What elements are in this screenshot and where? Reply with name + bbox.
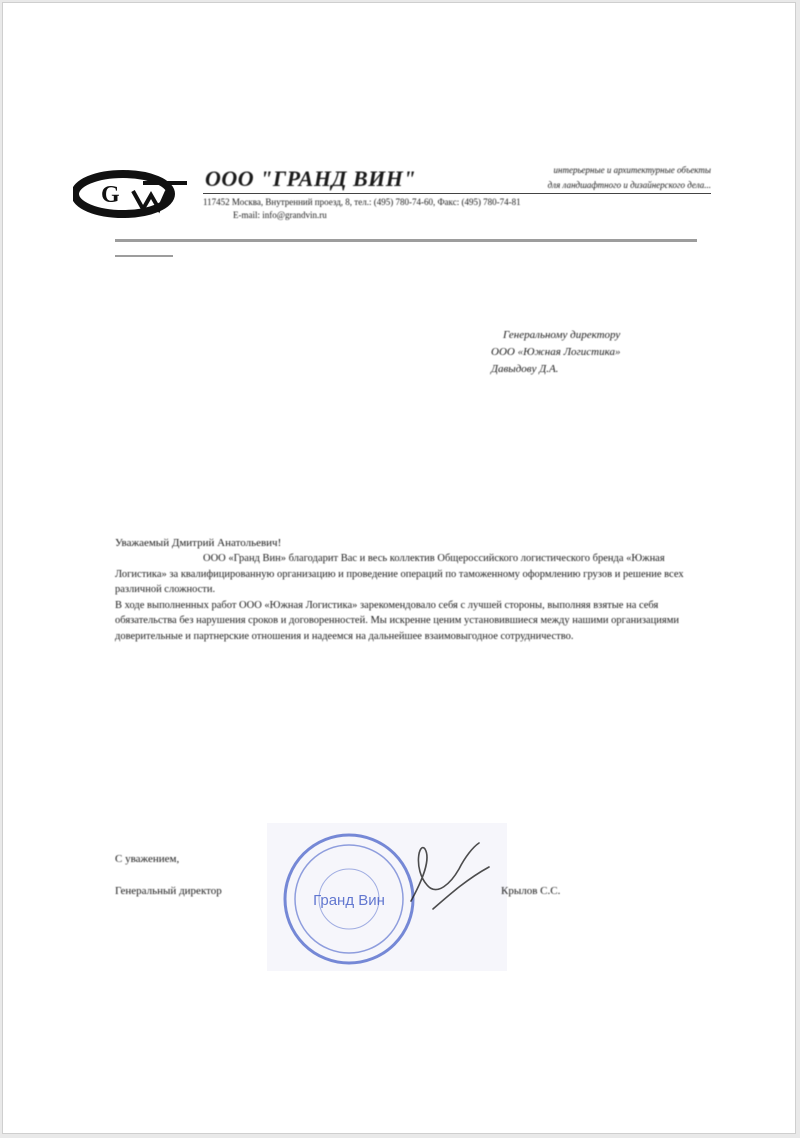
company-logo — [73, 169, 188, 219]
company-email: E-mail: info@grandvin.ru — [233, 210, 327, 220]
letter-paragraph-1: ООО «Гранд Вин» благодарит Вас и весь коллектив Общероссийского логистического бренда «Южная Логистика» за квалифицированную организацию и проведение операций по таможенному оформлению грузов и решение всех различной сложности. — [115, 553, 684, 595]
company-address: 117452 Москва, Внутренний проезд, 8, тел.: (495) 780-74-60, Факс: (495) 780-74-81 — [203, 197, 521, 207]
company-description-line1: интерьерные и архитектурные объекты — [553, 165, 711, 175]
letterhead-divider — [115, 239, 697, 242]
company-contacts — [203, 196, 521, 222]
signer-title: Генеральный директор — [115, 885, 222, 897]
letter-page — [2, 2, 796, 1134]
company-name: ООО "ГРАНД ВИН" — [205, 166, 417, 191]
addressee-name: Давыдову Д.А. — [491, 363, 559, 375]
handwritten-signature — [403, 839, 493, 919]
company-description — [451, 163, 711, 193]
letter-paragraph-2: В ходе выполненных работ ООО «Южная Логистика» зарекомендовало себя с лучшей стороны, выполняя взятые на себя обязательства без нарушения сроков и договоренностей. Мы искренне ценим установившиеся между нашими организациями доверительные и партнерские отношения и надеемся на дальнейшее взаимовыгодное сотрудничество. — [115, 599, 679, 642]
company-stamp — [279, 829, 419, 969]
addressee-block — [491, 327, 721, 378]
letter-body — [115, 551, 695, 644]
company-description-line2: для ландшафтного и дизайнерского дела... — [547, 180, 711, 190]
closing-regards: С уважением, — [115, 853, 180, 865]
addressee-company: ООО «Южная Логистика» — [491, 346, 621, 358]
salutation: Уважаемый Дмитрий Анатольевич! — [115, 537, 282, 549]
svg-text:G: G — [101, 182, 120, 208]
signer-name: Крылов С.С. — [501, 885, 561, 897]
svg-text:Гранд Вин: Гранд Вин — [313, 892, 385, 909]
letterhead-thin-rule — [203, 193, 711, 194]
addressee-position: Генеральному директору — [503, 329, 621, 341]
letterhead-short-divider — [115, 255, 173, 257]
